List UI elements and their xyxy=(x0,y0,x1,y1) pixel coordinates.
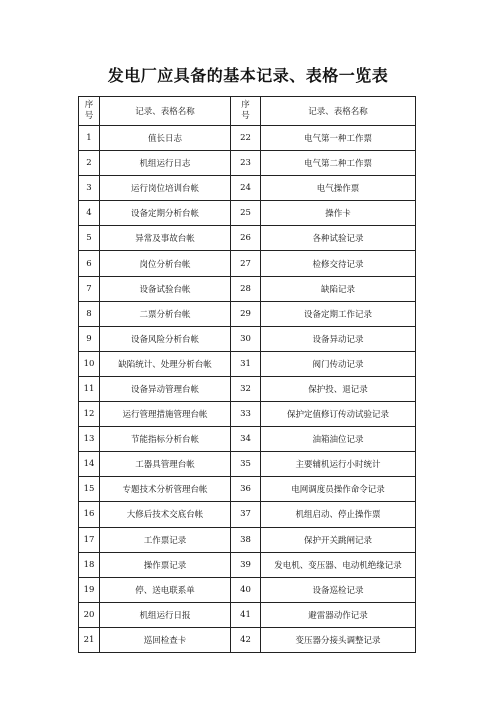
table-row xyxy=(79,602,416,627)
serial-number-cell: 9 xyxy=(79,326,100,351)
record-name-cell: 设备试验台帐 xyxy=(100,276,231,301)
serial-number-cell: 13 xyxy=(79,427,100,452)
record-name-cell: 值长日志 xyxy=(100,126,231,151)
record-name-cell: 电气第二种工作票 xyxy=(261,151,416,176)
record-name-cell: 设备异动记录 xyxy=(261,326,416,351)
serial-number-cell: 37 xyxy=(231,502,261,527)
serial-number-cell: 15 xyxy=(79,477,100,502)
record-name-cell: 发电机、变压器、电动机绝缘记录 xyxy=(261,552,416,577)
table-row xyxy=(79,301,416,326)
serial-number-cell: 30 xyxy=(231,326,261,351)
record-name-cell: 岗位分析台帐 xyxy=(100,251,231,276)
record-name-cell: 变压器分接头调整记录 xyxy=(261,627,416,652)
record-name-cell: 电气操作票 xyxy=(261,176,416,201)
record-name-cell: 设备定期工作记录 xyxy=(261,301,416,326)
record-name-cell: 机组启动、停止操作票 xyxy=(261,502,416,527)
serial-number-cell: 5 xyxy=(79,226,100,251)
serial-number-cell: 20 xyxy=(79,602,100,627)
table-body xyxy=(79,126,416,653)
serial-number-cell: 31 xyxy=(231,351,261,376)
record-name-cell: 设备巡检记录 xyxy=(261,577,416,602)
table-row xyxy=(79,176,416,201)
serial-number-cell: 8 xyxy=(79,301,100,326)
table-row xyxy=(79,351,416,376)
serial-number-cell: 36 xyxy=(231,477,261,502)
serial-number-cell: 38 xyxy=(231,527,261,552)
serial-number-cell: 34 xyxy=(231,427,261,452)
record-name-cell: 巡回检查卡 xyxy=(100,627,231,652)
serial-number-cell: 7 xyxy=(79,276,100,301)
serial-number-cell: 14 xyxy=(79,452,100,477)
serial-number-cell: 40 xyxy=(231,577,261,602)
table-row xyxy=(79,627,416,652)
table-row xyxy=(79,326,416,351)
serial-number-cell: 28 xyxy=(231,276,261,301)
record-name-cell: 操作卡 xyxy=(261,201,416,226)
serial-number-cell: 23 xyxy=(231,151,261,176)
serial-number-cell: 25 xyxy=(231,201,261,226)
record-name-cell: 停、送电联系单 xyxy=(100,577,231,602)
serial-number-cell: 19 xyxy=(79,577,100,602)
serial-number-cell: 33 xyxy=(231,402,261,427)
header-serial-number-left: 序 号 xyxy=(79,97,100,126)
serial-number-cell: 22 xyxy=(231,126,261,151)
header-serial-number-right: 序 号 xyxy=(231,97,261,126)
record-name-cell: 节能指标分析台帐 xyxy=(100,427,231,452)
table-row xyxy=(79,276,416,301)
header-record-name-right: 记录、表格名称 xyxy=(261,97,416,126)
record-name-cell: 油箱油位记录 xyxy=(261,427,416,452)
serial-number-cell: 18 xyxy=(79,552,100,577)
record-name-cell: 机组运行日志 xyxy=(100,151,231,176)
header-record-name-left: 记录、表格名称 xyxy=(100,97,231,126)
serial-number-cell: 26 xyxy=(231,226,261,251)
serial-number-cell: 29 xyxy=(231,301,261,326)
serial-number-cell: 35 xyxy=(231,452,261,477)
serial-number-cell: 11 xyxy=(79,376,100,401)
serial-number-cell: 41 xyxy=(231,602,261,627)
record-name-cell: 工器具管理台帐 xyxy=(100,452,231,477)
record-name-cell: 设备定期分析台帐 xyxy=(100,201,231,226)
record-name-cell: 电网调度员操作命令记录 xyxy=(261,477,416,502)
table-row xyxy=(79,477,416,502)
table-row xyxy=(79,151,416,176)
serial-number-cell: 3 xyxy=(79,176,100,201)
record-name-cell: 电气第一种工作票 xyxy=(261,126,416,151)
record-name-cell: 保护定值修订传动试验记录 xyxy=(261,402,416,427)
record-name-cell: 专题技术分析管理台帐 xyxy=(100,477,231,502)
serial-number-cell: 16 xyxy=(79,502,100,527)
record-name-cell: 异常及事故台帐 xyxy=(100,226,231,251)
serial-number-cell: 1 xyxy=(79,126,100,151)
serial-number-cell: 27 xyxy=(231,251,261,276)
record-name-cell: 缺陷记录 xyxy=(261,276,416,301)
record-name-cell: 各种试验记录 xyxy=(261,226,416,251)
table-row xyxy=(79,201,416,226)
record-name-cell: 二票分析台帐 xyxy=(100,301,231,326)
table-header-row xyxy=(79,97,416,126)
serial-number-cell: 21 xyxy=(79,627,100,652)
record-name-cell: 大修后技术交底台帐 xyxy=(100,502,231,527)
record-name-cell: 缺陷统计、处理分析台帐 xyxy=(100,351,231,376)
record-name-cell: 操作票记录 xyxy=(100,552,231,577)
serial-number-cell: 39 xyxy=(231,552,261,577)
serial-number-cell: 10 xyxy=(79,351,100,376)
serial-number-cell: 32 xyxy=(231,376,261,401)
serial-number-cell: 17 xyxy=(79,527,100,552)
table-row xyxy=(79,376,416,401)
record-name-cell: 设备风险分析台帐 xyxy=(100,326,231,351)
table-row xyxy=(79,452,416,477)
table-row xyxy=(79,226,416,251)
table-row xyxy=(79,527,416,552)
table-row xyxy=(79,402,416,427)
record-name-cell: 运行岗位培训台帐 xyxy=(100,176,231,201)
serial-number-cell: 6 xyxy=(79,251,100,276)
serial-number-cell: 42 xyxy=(231,627,261,652)
record-name-cell: 避雷器动作记录 xyxy=(261,602,416,627)
record-name-cell: 保护开关跳闸记录 xyxy=(261,527,416,552)
record-name-cell: 保护投、退记录 xyxy=(261,376,416,401)
serial-number-cell: 12 xyxy=(79,402,100,427)
record-name-cell: 运行管理措施管理台帐 xyxy=(100,402,231,427)
records-table xyxy=(78,96,416,653)
table-row xyxy=(79,502,416,527)
serial-number-cell: 2 xyxy=(79,151,100,176)
record-name-cell: 阀门传动记录 xyxy=(261,351,416,376)
record-name-cell: 设备异动管理台帐 xyxy=(100,376,231,401)
table-row xyxy=(79,577,416,602)
document-title: 发电厂应具备的基本记录、表格一览表 xyxy=(107,66,389,85)
record-name-cell: 主要辅机运行小时统计 xyxy=(261,452,416,477)
record-name-cell: 机组运行日报 xyxy=(100,602,231,627)
table-row xyxy=(79,251,416,276)
table-row xyxy=(79,427,416,452)
table-row xyxy=(79,552,416,577)
serial-number-cell: 4 xyxy=(79,201,100,226)
serial-number-cell: 24 xyxy=(231,176,261,201)
record-name-cell: 检修交待记录 xyxy=(261,251,416,276)
record-name-cell: 工作票记录 xyxy=(100,527,231,552)
table-row xyxy=(79,126,416,151)
